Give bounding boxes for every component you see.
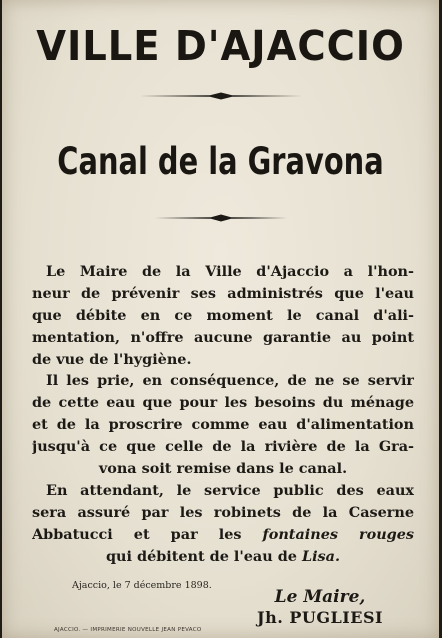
body-line: vona soit remise dans le canal. (98, 460, 348, 478)
body-line: Le Maire de la Ville d'Ajaccio a l'hon- (46, 263, 414, 280)
body-italic-segment: fontaines rouges (262, 525, 414, 543)
body-line: neur de prévenir ses administrés que l'eau (32, 284, 414, 302)
poster-title: VILLE D'AJACCIO (36, 22, 405, 70)
body-italic-segment: Lisa. (301, 547, 340, 565)
body-line: Il les prie, en conséquence, de ne se servir (46, 372, 414, 390)
body-line: et de la proscrire comme eau d'alimentation (32, 416, 414, 434)
printer-imprint: AJACCIO. — IMPRIMERIE NOUVELLE JEAN PEVACO (54, 627, 202, 633)
body-line: sera assuré par les robinets de la Caserne (32, 503, 414, 521)
body-line: jusqu'à ce que celle de la rivière de la Gra- (32, 438, 414, 456)
body-line: mentation, n'offre aucune garantie au point (32, 328, 414, 346)
poster-subtitle: Canal de la Gravona (57, 140, 384, 183)
body-text-segment: Abbatucci et par les (32, 525, 242, 543)
dateline: Ajaccio, le 7 décembre 1898. (72, 580, 212, 591)
poster-sheet (2, 0, 439, 638)
body-line: que débite en ce moment le canal d'ali- (32, 306, 414, 324)
notice-body (32, 261, 414, 567)
body-text-segment: qui débitent de l'eau de (106, 547, 297, 565)
body-line-mixed (32, 546, 414, 568)
body-line: En attendant, le service public des eaux (46, 481, 414, 499)
body-line: de vue de l'hygiène. (32, 350, 192, 368)
signature-name: Jh. PUGLIESI (257, 608, 383, 627)
body-line: de cette eau que pour les besoins du ménage (32, 394, 414, 412)
body-line-mixed (32, 524, 414, 546)
signature-title: Le Maire, (274, 587, 366, 607)
divider-ornament-top (140, 92, 302, 100)
divider-ornament-bottom (155, 214, 287, 222)
